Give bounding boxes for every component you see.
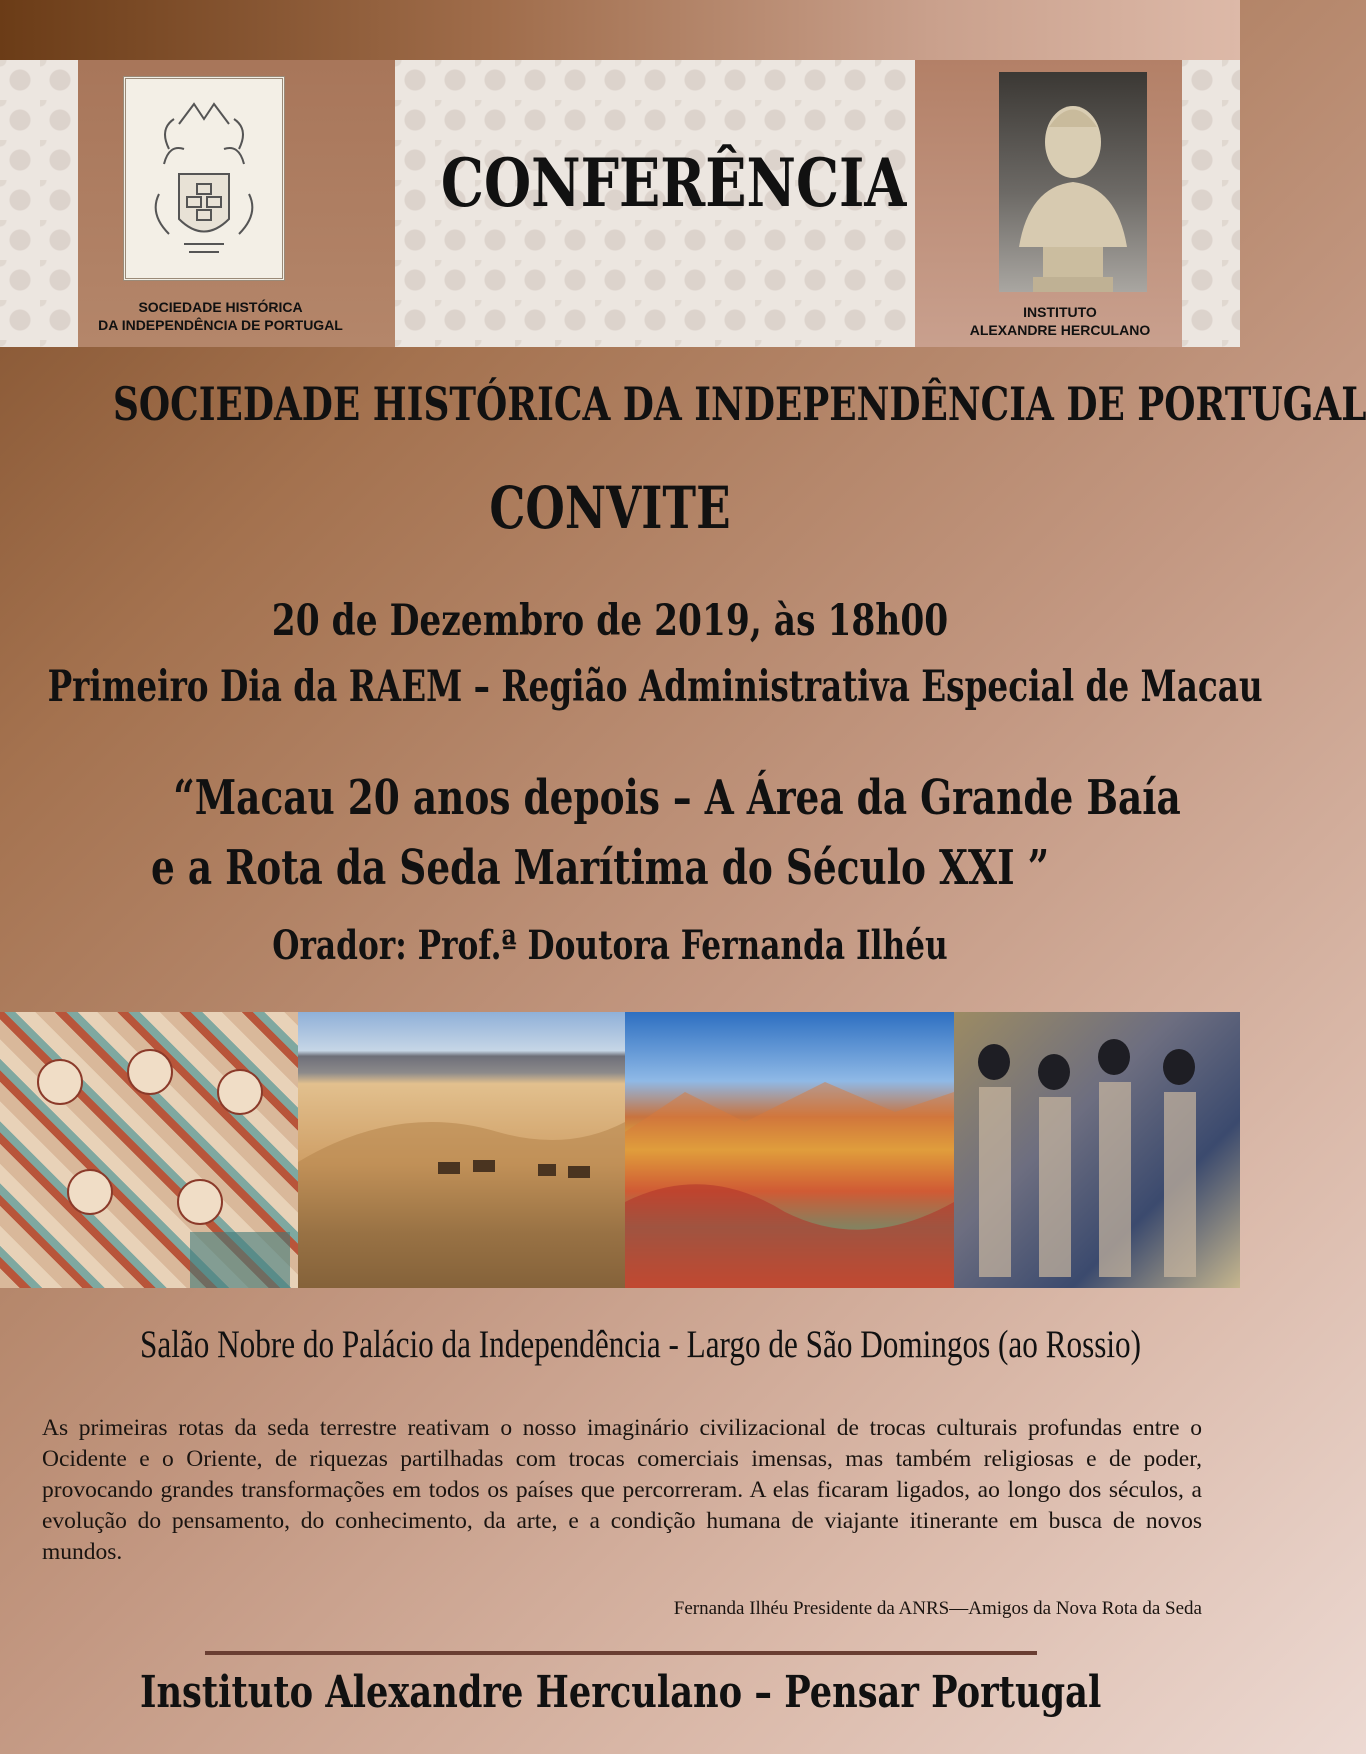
top-band <box>0 0 1240 60</box>
left-logo-caption <box>78 298 363 334</box>
left-caption-line-1: SOCIEDADE HISTÓRICA <box>138 299 303 315</box>
herculano-bust-photo <box>999 72 1147 292</box>
desert-camels-photo <box>298 1012 625 1288</box>
photo-strip <box>0 1012 1240 1288</box>
page-title: CONFERÊNCIA <box>440 144 907 222</box>
left-caption-line-2: DA INDEPENDÊNCIA DE PORTUGAL <box>98 317 343 333</box>
event-description: As primeiras rotas da seda terrestre reativam o nosso imaginário civilizacional de trocas culturais profundas entre o Ocidente e o Oriente, de riquezas partilhadas com trocas comerciais imensas, mas também religiosas e de poder, provocando grandes transformações em todos os países que percorreram. A elas ficaram ligados, ao longo dos séculos, a evolução do pensamento, do conhecimento, da arte, e a condição humana de viajante itinerante em busca de novos mundos. <box>42 1415 1202 1565</box>
damask-panel-right <box>1182 60 1240 347</box>
signature: Fernanda Ilhéu Presidente da ANRS—Amigos da Nova Rota da Seda <box>673 1598 1202 1619</box>
event-occasion: Primeiro Dia da RAEM – Região Administrativa Especial de Macau <box>47 662 1263 712</box>
footer-institute: Instituto Alexandre Herculano – Pensar Portugal <box>140 1667 1102 1718</box>
ancient-figures-fresco-photo <box>954 1012 1240 1288</box>
invite-label: CONVITE <box>489 474 731 542</box>
event-date-time: 20 de Dezembro de 2019, às 18h00 <box>271 596 949 646</box>
organizer-heading: SOCIEDADE HISTÓRICA DA INDEPENDÊNCIA DE PORTUGAL <box>113 377 1366 431</box>
rainbow-mountains-photo <box>625 1012 954 1288</box>
right-caption-line-2: ALEXANDRE HERCULANO <box>969 322 1151 338</box>
event-title-line-2: e a Rota da Seda Marítima do Século XXI ” <box>151 840 1050 896</box>
venue: Salão Nobre do Palácio da Independência - Largo de São Domingos (ao Rossio) <box>140 1323 1142 1366</box>
event-speaker: Orador: Prof.ª Doutora Fernanda Ilhéu <box>272 922 948 969</box>
right-caption-line-1: INSTITUTO <box>1023 304 1097 320</box>
sociedade-coat-of-arms-logo <box>123 76 285 281</box>
dunhuang-mural-photo <box>0 1012 298 1288</box>
damask-panel-left <box>0 60 78 347</box>
event-title-line-1: “Macau 20 anos depois – A Área da Grande Baía <box>173 770 1181 826</box>
right-logo-caption <box>945 303 1175 339</box>
footer-divider <box>205 1651 1037 1655</box>
